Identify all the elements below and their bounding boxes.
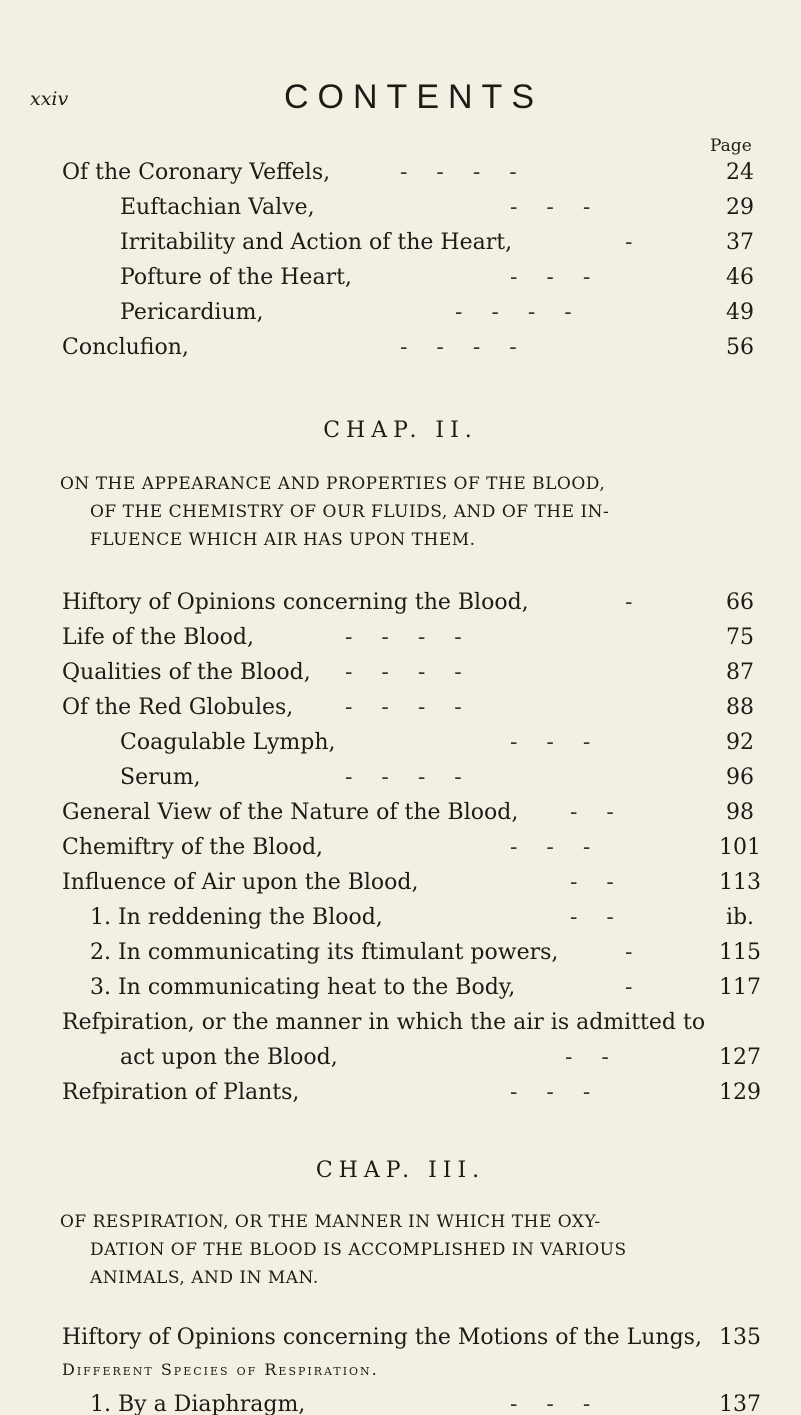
- entry-title: Hiftory of Opinions concerning the Motions of the Lungs,: [62, 1325, 702, 1350]
- entry-page: 135: [719, 1325, 761, 1350]
- entry-title: Irritability and Action of the Heart,: [120, 230, 513, 255]
- entry-title: Coagulable Lymph,: [120, 730, 336, 755]
- entry-leader: -: [625, 975, 635, 1000]
- entry-page: 24: [726, 160, 754, 185]
- entry-page: 87: [726, 660, 754, 685]
- toc-entry: [0, 905, 801, 937]
- subtitle-line: FLUENCE WHICH AIR HAS UPON THEM.: [90, 530, 476, 550]
- entry-page: 49: [726, 300, 754, 325]
- page-column-label: Page: [710, 136, 752, 156]
- subtitle-line: ON THE APPEARANCE AND PROPERTIES OF THE BLOOD,: [60, 474, 606, 494]
- toc-entry: [0, 765, 801, 797]
- page-number: xxiv: [30, 88, 69, 110]
- subtitle-line: DATION OF THE BLOOD IS ACCOMPLISHED IN VARIOUS: [90, 1240, 627, 1260]
- entry-page: 46: [726, 265, 754, 290]
- entry-title: Refpiration of Plants,: [62, 1080, 300, 1105]
- subtitle-line: OF RESPIRATION, OR THE MANNER IN WHICH THE OXY-: [60, 1212, 601, 1232]
- entry-page: 115: [719, 940, 761, 965]
- entry-leader: - -: [570, 905, 616, 930]
- entry-page: 88: [726, 695, 754, 720]
- toc-entry: [0, 625, 801, 657]
- entry-leader: - - - -: [400, 335, 519, 360]
- entry-leader: - - - -: [345, 625, 464, 650]
- entry-page: 29: [726, 195, 754, 220]
- entry-page: 56: [726, 335, 754, 360]
- toc-entry: [0, 800, 801, 832]
- entry-page: 117: [719, 975, 761, 1000]
- toc-entry: [0, 265, 801, 297]
- toc-entry: [0, 1392, 801, 1415]
- entry-leader: - - -: [510, 265, 593, 290]
- entry-page: 66: [726, 590, 754, 615]
- entry-page: 98: [726, 800, 754, 825]
- entry-page: 75: [726, 625, 754, 650]
- chapter-subtitle: [60, 1208, 750, 1292]
- entry-leader: - - - -: [400, 160, 519, 185]
- entry-page: 127: [719, 1045, 761, 1070]
- entry-title: Euftachian Valve,: [120, 195, 315, 220]
- subtitle-line: ANIMALS, AND IN MAN.: [90, 1268, 319, 1288]
- entry-title: Of the Red Globules,: [62, 695, 294, 720]
- entry-title: 3. In communicating heat to the Body,: [90, 975, 516, 1000]
- entry-leader: - - - -: [345, 660, 464, 685]
- toc-entry: [0, 695, 801, 727]
- entry-leader: -: [625, 940, 635, 965]
- entry-page: 92: [726, 730, 754, 755]
- chapter-heading: CHAP. II.: [323, 418, 478, 443]
- entry-title: Of the Coronary Veffels,: [62, 160, 331, 185]
- entry-page: ib.: [725, 905, 755, 930]
- entry-leader: - - -: [510, 835, 593, 860]
- entry-leader: - - -: [510, 730, 593, 755]
- entry-page: 137: [719, 1392, 761, 1415]
- entry-title: Life of the Blood,: [62, 625, 254, 650]
- subtitle-line: OF THE CHEMISTRY OF OUR FLUIDS, AND OF THE IN-: [90, 502, 610, 522]
- entry-title: Chemiftry of the Blood,: [62, 835, 324, 860]
- toc-entry: [0, 195, 801, 227]
- toc-entry: [0, 940, 801, 972]
- toc-entry: [0, 1045, 801, 1077]
- entry-page: 37: [726, 230, 754, 255]
- entry-leader: - - - -: [455, 300, 574, 325]
- entry-leader: -: [625, 590, 635, 615]
- entry-leader: - - -: [510, 195, 593, 220]
- entry-leader: -: [625, 230, 635, 255]
- toc-entry: [0, 1010, 801, 1042]
- entry-title: Qualities of the Blood,: [62, 660, 311, 685]
- toc-entry: [0, 975, 801, 1007]
- entry-title: 1. By a Diaphragm,: [90, 1392, 306, 1415]
- entry-title: Serum,: [120, 765, 201, 790]
- entry-title: 2. In communicating its ftimulant powers,: [90, 940, 559, 965]
- toc-entry: [0, 300, 801, 332]
- toc-entry: [0, 835, 801, 867]
- entry-page: 113: [719, 870, 761, 895]
- chapter-heading: CHAP. III.: [315, 1158, 486, 1183]
- entry-page: 129: [719, 1080, 761, 1105]
- entry-leader: - - - -: [345, 695, 464, 720]
- toc-entry: [0, 230, 801, 262]
- toc-entry: [0, 730, 801, 762]
- entry-title: Hiftory of Opinions concerning the Blood,: [62, 590, 529, 615]
- entry-leader: - -: [565, 1045, 611, 1070]
- entry-leader: - -: [570, 870, 616, 895]
- toc-entry: [0, 335, 801, 367]
- entry-leader: - - - -: [345, 765, 464, 790]
- running-header: [30, 78, 770, 118]
- entry-title: Influence of Air upon the Blood,: [62, 870, 419, 895]
- entry-leader: - - -: [510, 1392, 593, 1415]
- entry-title: Conclufion,: [62, 335, 189, 360]
- entry-page: 101: [719, 835, 761, 860]
- toc-entry: [0, 1080, 801, 1112]
- toc-entry: [0, 590, 801, 622]
- entry-title: General View of the Nature of the Blood,: [62, 800, 519, 825]
- entry-page: 96: [726, 765, 754, 790]
- entry-title: Pericardium,: [120, 300, 264, 325]
- chapter-subtitle: [60, 470, 750, 554]
- toc-entry: [0, 1325, 801, 1357]
- toc-entry: [0, 870, 801, 902]
- toc-entry: [0, 660, 801, 692]
- entry-title: Refpiration, or the manner in which the air is admitted to: [62, 1010, 706, 1035]
- running-title: CONTENTS: [284, 78, 543, 116]
- entry-leader: - -: [570, 800, 616, 825]
- toc-entry: [0, 160, 801, 192]
- entry-title: Pofture of the Heart,: [120, 265, 352, 290]
- entry-leader: - - -: [510, 1080, 593, 1105]
- section-heading: Different Species of Respiration.: [62, 1360, 379, 1379]
- entry-title: 1. In reddening the Blood,: [90, 905, 383, 930]
- entry-title: act upon the Blood,: [120, 1045, 338, 1070]
